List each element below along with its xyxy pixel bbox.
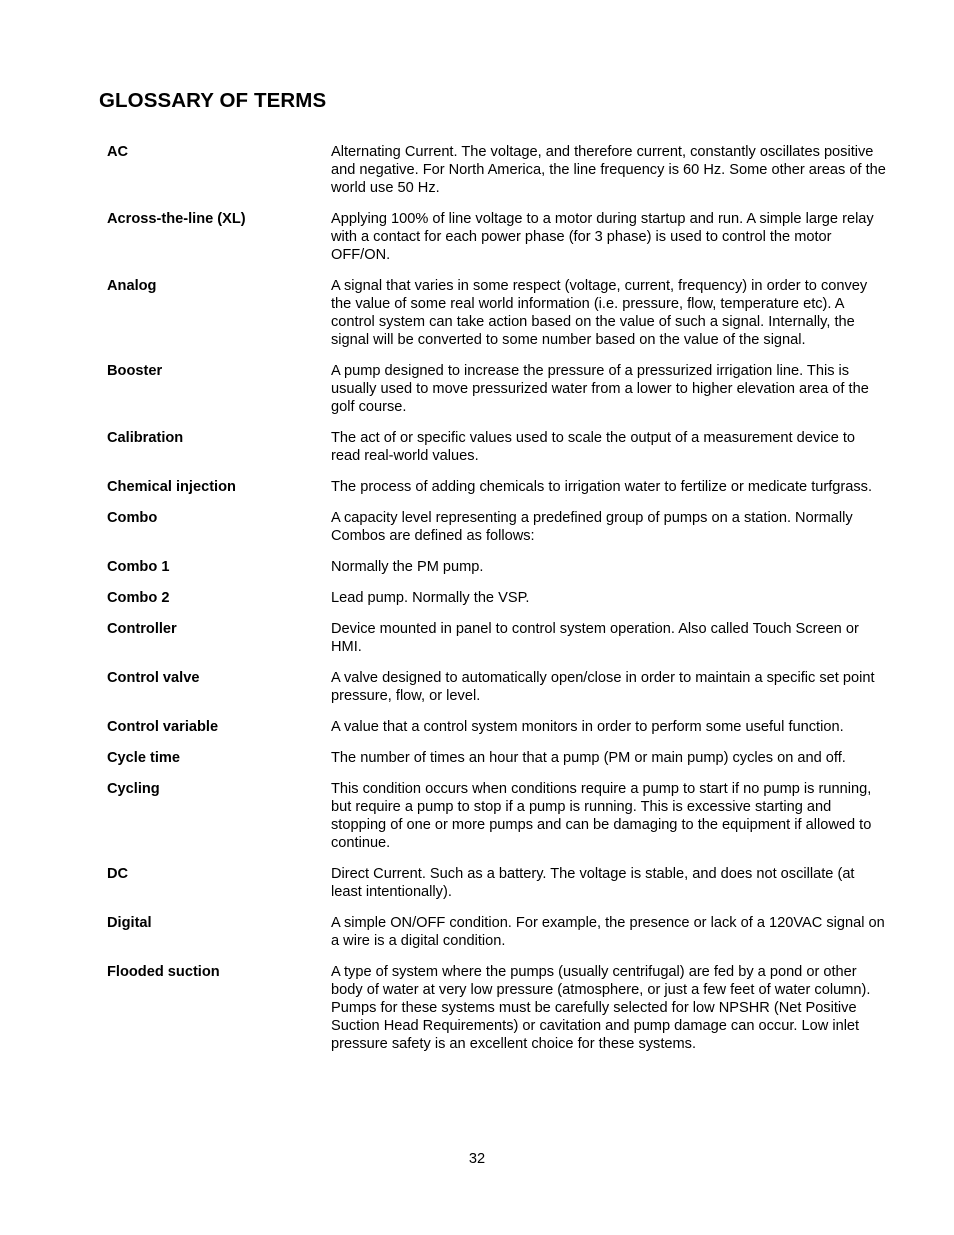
- glossary-definition: This condition occurs when conditions require a pump to start if no pump is running, but require a pump to stop if a pump is running. This is excessive starting and stopping of one or more pumps and can be damaging to the equipment if allowed to continue.: [331, 781, 872, 851]
- glossary-definition: Normally the PM pump.: [331, 559, 484, 575]
- glossary-entry: [107, 143, 887, 197]
- glossary-entry: [107, 669, 887, 705]
- glossary-entry: [107, 914, 887, 950]
- glossary-definition: A type of system where the pumps (usually centrifugal) are fed by a pond or other body of water at very low pressure (atmosphere, or just a few feet of water column). Pumps for these systems must be carefully selected for low NPSHR (Net Positive Suction Head Requirements) or cavitation and pump damage can occur. Low inlet pressure safety is an excellent choice for these systems.: [331, 964, 871, 1052]
- glossary-definition: A capacity level representing a predefined group of pumps on a station. Normally Combos are defined as follows:: [331, 510, 853, 544]
- glossary-term: Combo 1: [107, 559, 170, 575]
- glossary-term: AC: [107, 144, 129, 160]
- glossary-definition: A valve designed to automatically open/close in order to maintain a specific set point pressure, flow, or level.: [331, 670, 875, 704]
- glossary-term: Cycling: [107, 781, 160, 797]
- glossary-definition: Alternating Current. The voltage, and therefore current, constantly oscillates positive and negative. For North America, the line frequency is 60 Hz. Some other areas of the world use 50 Hz.: [331, 144, 886, 196]
- glossary-entry: [107, 558, 887, 576]
- glossary-term: Control valve: [107, 670, 200, 686]
- glossary-term: Cycle time: [107, 750, 181, 766]
- glossary-entry: [107, 509, 887, 545]
- glossary-definition: A signal that varies in some respect (voltage, current, frequency) in order to convey the value of some real world information (i.e. pressure, flow, temperature etc). A control system can take action based on the value of such a signal. Internally, the signal will be converted to some number based on the value of the signal.: [331, 278, 868, 348]
- glossary-entry: [107, 865, 887, 901]
- glossary-term: Chemical injection: [107, 479, 236, 495]
- glossary-entry: [107, 589, 887, 607]
- glossary-definition: A pump designed to increase the pressure of a pressurized irrigation line. This is usually used to move pressurized water from a lower to higher elevation area of the golf course.: [331, 363, 869, 415]
- page-number: 32: [468, 1151, 486, 1167]
- glossary-list: [107, 143, 887, 1066]
- glossary-term: Flooded suction: [107, 964, 220, 980]
- glossary-term: Combo: [107, 510, 158, 526]
- glossary-entry: [107, 429, 887, 465]
- glossary-definition: A value that a control system monitors in order to perform some useful function.: [331, 719, 844, 735]
- glossary-term: Booster: [107, 363, 163, 379]
- page-title: GLOSSARY OF TERMS: [99, 89, 327, 112]
- glossary-entry: [107, 210, 887, 264]
- glossary-entry: [107, 780, 887, 852]
- glossary-term: Controller: [107, 621, 177, 637]
- glossary-entry: [107, 963, 887, 1053]
- glossary-term: Calibration: [107, 430, 184, 446]
- glossary-definition: Lead pump. Normally the VSP.: [331, 590, 530, 606]
- glossary-entry: [107, 718, 887, 736]
- glossary-entry: [107, 620, 887, 656]
- glossary-entry: [107, 362, 887, 416]
- glossary-term: Combo 2: [107, 590, 170, 606]
- glossary-entry: [107, 277, 887, 349]
- glossary-entry: [107, 749, 887, 767]
- glossary-definition: Applying 100% of line voltage to a motor during startup and run. A simple large relay with a contact for each power phase (for 3 phase) is used to control the motor OFF/ON.: [331, 211, 874, 263]
- glossary-term: Digital: [107, 915, 152, 931]
- glossary-term: Analog: [107, 278, 157, 294]
- glossary-definition: The number of times an hour that a pump (PM or main pump) cycles on and off.: [331, 750, 846, 766]
- glossary-definition: The act of or specific values used to scale the output of a measurement device to read real-world values.: [331, 430, 856, 464]
- glossary-definition: A simple ON/OFF condition. For example, the presence or lack of a 120VAC signal on a wire is a digital condition.: [331, 915, 885, 949]
- glossary-term: Across-the-line (XL): [107, 211, 246, 227]
- glossary-definition: Direct Current. Such as a battery. The voltage is stable, and does not oscillate (at least intentionally).: [331, 866, 855, 900]
- glossary-definition: The process of adding chemicals to irrigation water to fertilize or medicate turfgrass.: [331, 479, 873, 495]
- glossary-term: DC: [107, 866, 129, 882]
- glossary-term: Control variable: [107, 719, 219, 735]
- glossary-entry: [107, 478, 887, 496]
- glossary-definition: Device mounted in panel to control system operation. Also called Touch Screen or HMI.: [331, 621, 859, 655]
